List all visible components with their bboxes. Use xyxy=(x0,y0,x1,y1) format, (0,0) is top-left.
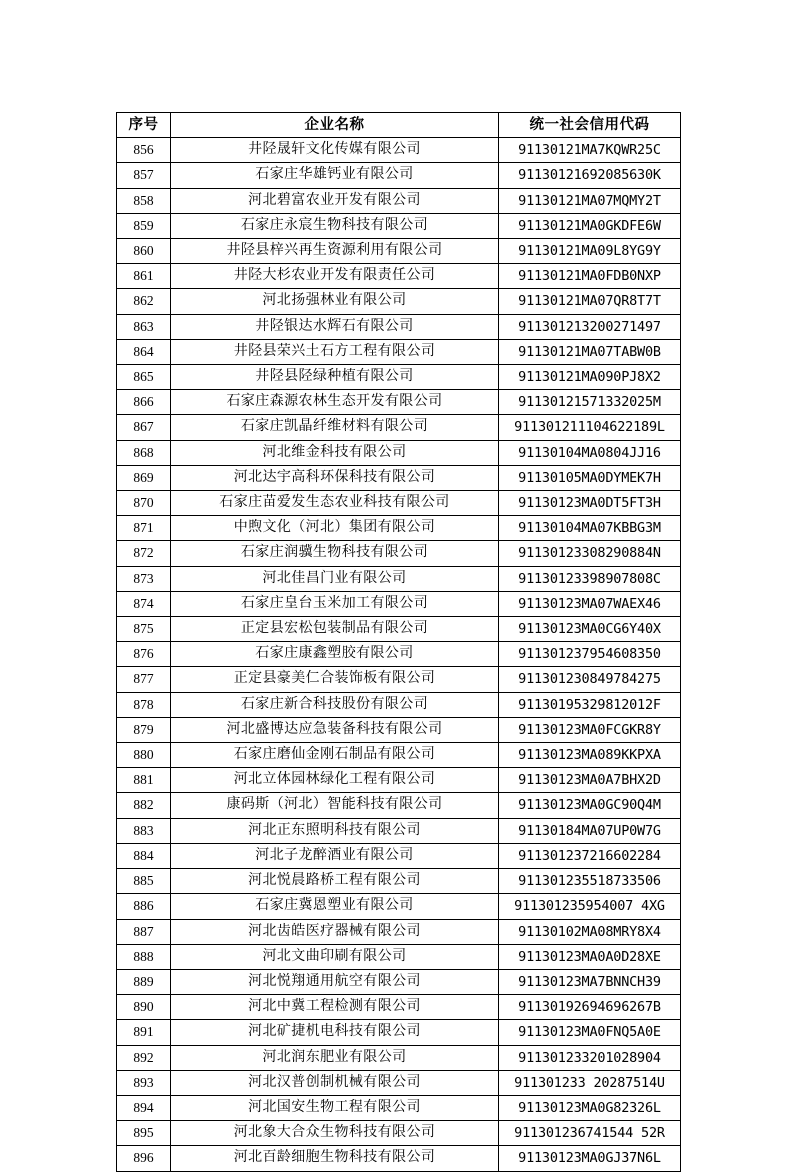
cell-index: 860 xyxy=(117,239,171,264)
cell-enterprise-name: 河北碧富农业开发有限公司 xyxy=(171,188,499,213)
cell-credit-code: 91130123MA07WAEX46 xyxy=(499,591,681,616)
cell-credit-code: 91130123MA0FCGKR8Y xyxy=(499,717,681,742)
table-row xyxy=(117,793,681,818)
cell-index: 870 xyxy=(117,491,171,516)
table-row xyxy=(117,138,681,163)
cell-credit-code: 91130102MA08MRY8X4 xyxy=(499,919,681,944)
table-row xyxy=(117,1121,681,1146)
cell-credit-code: 911301236741544 52R xyxy=(499,1121,681,1146)
cell-index: 871 xyxy=(117,516,171,541)
cell-enterprise-name: 河北中冀工程检测有限公司 xyxy=(171,995,499,1020)
table-row xyxy=(117,339,681,364)
cell-index: 896 xyxy=(117,1146,171,1171)
cell-credit-code: 91130121MA07QR8T7T xyxy=(499,289,681,314)
table-row xyxy=(117,415,681,440)
cell-credit-code: 91130123MA0A0D28XE xyxy=(499,944,681,969)
cell-enterprise-name: 河北润东肥业有限公司 xyxy=(171,1045,499,1070)
table-row xyxy=(117,768,681,793)
cell-credit-code: 911301213200271497 xyxy=(499,314,681,339)
cell-enterprise-name: 河北国安生物工程有限公司 xyxy=(171,1095,499,1120)
cell-index: 887 xyxy=(117,919,171,944)
table-row xyxy=(117,1146,681,1171)
table-row xyxy=(117,1020,681,1045)
cell-index: 862 xyxy=(117,289,171,314)
cell-credit-code: 91130123MA0GC90Q4M xyxy=(499,793,681,818)
cell-credit-code: 911301230849784275 xyxy=(499,667,681,692)
table-row xyxy=(117,843,681,868)
table-row xyxy=(117,642,681,667)
cell-enterprise-name: 石家庄森源农林生态开发有限公司 xyxy=(171,390,499,415)
table-row xyxy=(117,491,681,516)
cell-credit-code: 91130121571332025M xyxy=(499,390,681,415)
table-row xyxy=(117,1070,681,1095)
column-header-code: 统一社会信用代码 xyxy=(499,113,681,138)
enterprise-table xyxy=(116,112,681,1172)
cell-index: 888 xyxy=(117,944,171,969)
cell-credit-code: 911301237216602284 xyxy=(499,843,681,868)
table-row xyxy=(117,919,681,944)
cell-enterprise-name: 石家庄华雄钙业有限公司 xyxy=(171,163,499,188)
cell-enterprise-name: 井陉县陉绿种植有限公司 xyxy=(171,365,499,390)
table-row xyxy=(117,440,681,465)
cell-enterprise-name: 河北立体园林绿化工程有限公司 xyxy=(171,768,499,793)
cell-enterprise-name: 河北佳昌门业有限公司 xyxy=(171,566,499,591)
table-row xyxy=(117,390,681,415)
table-header xyxy=(117,113,681,138)
cell-credit-code: 91130121MA07TABW0B xyxy=(499,339,681,364)
cell-index: 877 xyxy=(117,667,171,692)
cell-credit-code: 911301211104622189L xyxy=(499,415,681,440)
table-row xyxy=(117,541,681,566)
cell-index: 891 xyxy=(117,1020,171,1045)
cell-enterprise-name: 河北维金科技有限公司 xyxy=(171,440,499,465)
cell-credit-code: 91130123308290884N xyxy=(499,541,681,566)
cell-index: 866 xyxy=(117,390,171,415)
cell-index: 874 xyxy=(117,591,171,616)
table-row xyxy=(117,188,681,213)
cell-enterprise-name: 河北悦晨路桥工程有限公司 xyxy=(171,869,499,894)
table-row xyxy=(117,818,681,843)
cell-index: 863 xyxy=(117,314,171,339)
cell-credit-code: 911301237954608350 xyxy=(499,642,681,667)
table-row xyxy=(117,743,681,768)
cell-enterprise-name: 河北盛博达应急装备科技有限公司 xyxy=(171,717,499,742)
cell-enterprise-name: 河北扬强林业有限公司 xyxy=(171,289,499,314)
cell-index: 857 xyxy=(117,163,171,188)
cell-index: 890 xyxy=(117,995,171,1020)
cell-credit-code: 91130123MA0GJ37N6L xyxy=(499,1146,681,1171)
table-row xyxy=(117,944,681,969)
cell-enterprise-name: 河北文曲印刷有限公司 xyxy=(171,944,499,969)
table-row xyxy=(117,717,681,742)
cell-index: 895 xyxy=(117,1121,171,1146)
cell-credit-code: 91130123MA0CG6Y40X xyxy=(499,617,681,642)
cell-enterprise-name: 河北正东照明科技有限公司 xyxy=(171,818,499,843)
table-header-row xyxy=(117,113,681,138)
cell-index: 858 xyxy=(117,188,171,213)
table-row xyxy=(117,617,681,642)
cell-credit-code: 91130121MA7KQWR25C xyxy=(499,138,681,163)
cell-enterprise-name: 井陉银达水辉石有限公司 xyxy=(171,314,499,339)
cell-enterprise-name: 石家庄磨仙金刚石制品有限公司 xyxy=(171,743,499,768)
cell-credit-code: 91130121MA090PJ8X2 xyxy=(499,365,681,390)
cell-enterprise-name: 石家庄凯晶纤维材料有限公司 xyxy=(171,415,499,440)
cell-credit-code: 91130123MA0FNQ5A0E xyxy=(499,1020,681,1045)
cell-enterprise-name: 康码斯（河北）智能科技有限公司 xyxy=(171,793,499,818)
cell-index: 869 xyxy=(117,465,171,490)
cell-index: 875 xyxy=(117,617,171,642)
table-row xyxy=(117,465,681,490)
cell-index: 856 xyxy=(117,138,171,163)
cell-enterprise-name: 石家庄新合科技股份有限公司 xyxy=(171,692,499,717)
cell-credit-code: 91130104MA0804JJ16 xyxy=(499,440,681,465)
cell-index: 893 xyxy=(117,1070,171,1095)
cell-index: 872 xyxy=(117,541,171,566)
cell-index: 865 xyxy=(117,365,171,390)
cell-enterprise-name: 井陉县梓兴再生资源利用有限公司 xyxy=(171,239,499,264)
cell-credit-code: 91130105MA0DYMEK7H xyxy=(499,465,681,490)
cell-index: 883 xyxy=(117,818,171,843)
table-row xyxy=(117,995,681,1020)
cell-index: 892 xyxy=(117,1045,171,1070)
cell-credit-code: 91130121MA0GKDFE6W xyxy=(499,213,681,238)
cell-credit-code: 911301235954007 4XG xyxy=(499,894,681,919)
cell-index: 886 xyxy=(117,894,171,919)
cell-index: 867 xyxy=(117,415,171,440)
cell-index: 879 xyxy=(117,717,171,742)
cell-index: 881 xyxy=(117,768,171,793)
column-header-name: 企业名称 xyxy=(171,113,499,138)
cell-index: 861 xyxy=(117,264,171,289)
cell-index: 864 xyxy=(117,339,171,364)
table-body xyxy=(117,138,681,1171)
cell-enterprise-name: 河北齿皓医疗器械有限公司 xyxy=(171,919,499,944)
table-row xyxy=(117,213,681,238)
cell-enterprise-name: 井陉晟轩文化传媒有限公司 xyxy=(171,138,499,163)
cell-index: 884 xyxy=(117,843,171,868)
cell-enterprise-name: 正定县豪美仁合装饰板有限公司 xyxy=(171,667,499,692)
cell-index: 873 xyxy=(117,566,171,591)
cell-credit-code: 91130123MA089KKPXA xyxy=(499,743,681,768)
cell-enterprise-name: 河北子龙醉酒业有限公司 xyxy=(171,843,499,868)
enterprise-table-container xyxy=(116,112,680,1172)
table-row xyxy=(117,1045,681,1070)
cell-index: 889 xyxy=(117,969,171,994)
cell-enterprise-name: 中煦文化（河北）集团有限公司 xyxy=(171,516,499,541)
cell-credit-code: 91130121MA0FDB0NXP xyxy=(499,264,681,289)
cell-enterprise-name: 正定县宏松包装制品有限公司 xyxy=(171,617,499,642)
cell-enterprise-name: 河北汉普创制机械有限公司 xyxy=(171,1070,499,1095)
cell-enterprise-name: 河北矿捷机电科技有限公司 xyxy=(171,1020,499,1045)
cell-credit-code: 91130123MA0A7BHX2D xyxy=(499,768,681,793)
cell-index: 882 xyxy=(117,793,171,818)
table-row xyxy=(117,516,681,541)
table-row xyxy=(117,667,681,692)
table-row xyxy=(117,314,681,339)
cell-credit-code: 91130121MA07MQMY2T xyxy=(499,188,681,213)
cell-enterprise-name: 石家庄皇台玉米加工有限公司 xyxy=(171,591,499,616)
cell-credit-code: 91130195329812012F xyxy=(499,692,681,717)
cell-credit-code: 91130123MA7BNNCH39 xyxy=(499,969,681,994)
cell-index: 878 xyxy=(117,692,171,717)
column-header-index: 序号 xyxy=(117,113,171,138)
cell-enterprise-name: 河北百龄细胞生物科技有限公司 xyxy=(171,1146,499,1171)
cell-credit-code: 91130123MA0G82326L xyxy=(499,1095,681,1120)
cell-index: 880 xyxy=(117,743,171,768)
table-row xyxy=(117,163,681,188)
table-row xyxy=(117,869,681,894)
table-row xyxy=(117,969,681,994)
cell-credit-code: 91130104MA07KBBG3M xyxy=(499,516,681,541)
cell-enterprise-name: 石家庄冀恩塑业有限公司 xyxy=(171,894,499,919)
table-row xyxy=(117,692,681,717)
cell-credit-code: 911301233201028904 xyxy=(499,1045,681,1070)
cell-credit-code: 91130184MA07UP0W7G xyxy=(499,818,681,843)
cell-index: 868 xyxy=(117,440,171,465)
table-row xyxy=(117,289,681,314)
cell-credit-code: 911301235518733506 xyxy=(499,869,681,894)
cell-enterprise-name: 井陉大杉农业开发有限责任公司 xyxy=(171,264,499,289)
cell-credit-code: 91130123MA0DT5FT3H xyxy=(499,491,681,516)
table-row xyxy=(117,239,681,264)
cell-index: 859 xyxy=(117,213,171,238)
cell-enterprise-name: 石家庄苗爱发生态农业科技有限公司 xyxy=(171,491,499,516)
cell-credit-code: 91130121MA09L8YG9Y xyxy=(499,239,681,264)
table-row xyxy=(117,566,681,591)
cell-enterprise-name: 河北象大合众生物科技有限公司 xyxy=(171,1121,499,1146)
cell-enterprise-name: 石家庄润骥生物科技有限公司 xyxy=(171,541,499,566)
table-row xyxy=(117,1095,681,1120)
cell-index: 885 xyxy=(117,869,171,894)
cell-enterprise-name: 石家庄永宸生物科技有限公司 xyxy=(171,213,499,238)
cell-index: 876 xyxy=(117,642,171,667)
cell-enterprise-name: 河北达宇高科环保科技有限公司 xyxy=(171,465,499,490)
table-row xyxy=(117,591,681,616)
cell-credit-code: 91130192694696267B xyxy=(499,995,681,1020)
cell-enterprise-name: 井陉县荣兴土石方工程有限公司 xyxy=(171,339,499,364)
cell-credit-code: 91130123398907808C xyxy=(499,566,681,591)
cell-credit-code: 911301233 20287514U xyxy=(499,1070,681,1095)
cell-index: 894 xyxy=(117,1095,171,1120)
cell-enterprise-name: 河北悦翔通用航空有限公司 xyxy=(171,969,499,994)
cell-enterprise-name: 石家庄康鑫塑胶有限公司 xyxy=(171,642,499,667)
table-row xyxy=(117,894,681,919)
table-row xyxy=(117,365,681,390)
table-row xyxy=(117,264,681,289)
cell-credit-code: 91130121692085630K xyxy=(499,163,681,188)
